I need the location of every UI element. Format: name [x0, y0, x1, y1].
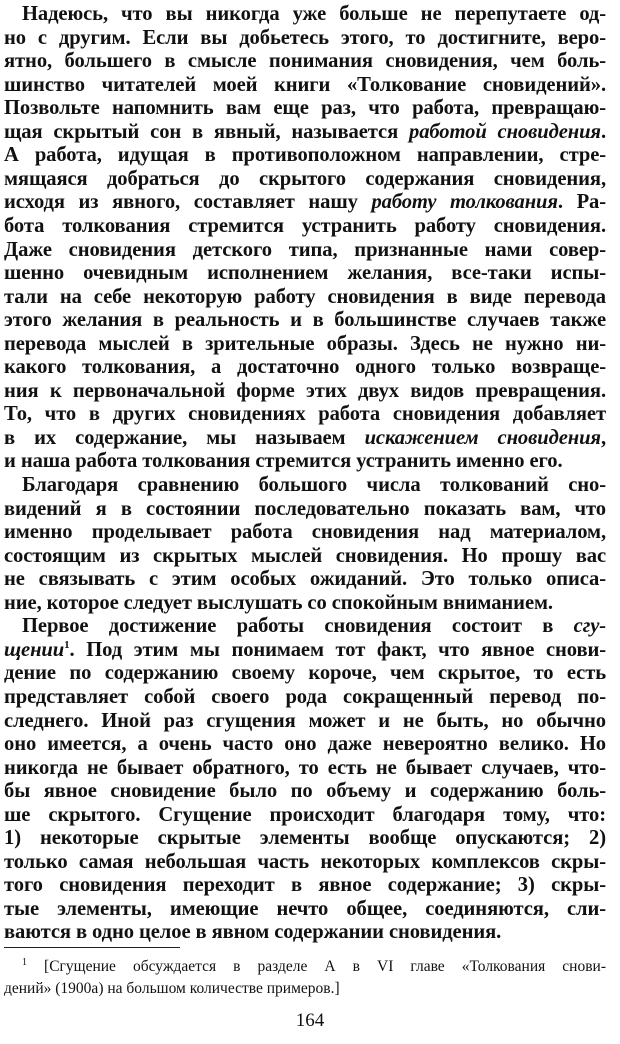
footnote-marker: 1: [22, 956, 27, 968]
footnote-divider: [4, 947, 180, 948]
text-line: ния к первоначальной форме этих двух видов превращения.: [4, 379, 606, 402]
italic-term: работу толкования: [371, 191, 558, 214]
footnote-reference: 1: [64, 638, 70, 651]
text-line: но с другим. Если вы добьетесь этого, то достигните, веро-: [4, 26, 606, 49]
text-line: не связывать с этим особых ожиданий. Это только описа-: [4, 568, 606, 591]
text-line: Благодаря сравнению большого числа толкований сно-: [22, 474, 606, 496]
text-line: именно проделывает работа сновидения над материалом,: [4, 521, 606, 544]
text-line: перевода мыслей в зрительные образы. Здесь не нужно ни-: [4, 332, 606, 355]
italic-term: сгу-: [573, 615, 606, 638]
page-number: 164: [295, 1010, 325, 1031]
text-line: только самая небольшая часть некоторых комплексов скры-: [4, 850, 606, 873]
text-line: какого толкования, а достаточно одного только возвраще-: [4, 356, 606, 379]
text-line: никогда не бывает обратного, то есть не бывает случаев, что-: [4, 756, 606, 779]
text-line: бота толкования стремится устранить работу сновидения.: [4, 214, 606, 237]
text-line: ние, которое следует выслушать со спокойным вниманием.: [4, 591, 553, 614]
text-line: тали на себе некоторую работу сновидения в виде перевода: [4, 285, 606, 308]
text-line: видений я в состоянии последовательно показать вам, что: [4, 497, 606, 520]
text-line: тые элементы, имеющие нечто общее, соединяются, сли-: [4, 897, 606, 920]
text-line: и наша работа толкования стремится устранить именно его.: [4, 450, 563, 473]
text-line: исходя из явного, составляет нашу работу толкования. Ра-: [4, 191, 607, 214]
italic-term: работой сновидения: [409, 120, 601, 143]
text-line: ятно, большего в смысле понимания сновидения, чем боль-: [4, 50, 606, 73]
italic-term: щении: [4, 638, 65, 661]
text-line: ше скрытого. Сгущение происходит благодаря тому, что:: [4, 803, 606, 826]
text-line: Первое достижение работы сновидения состоит в сгу-: [22, 615, 606, 638]
text-line: ваются в одно целое в явном содержании сновидения.: [4, 921, 502, 944]
italic-term: искажением сновидения: [364, 426, 601, 449]
text-line: мящаяся добраться до скрытого содержания сновидения,: [4, 167, 606, 190]
text-line: состоящим из скрытых мыслей сновидения. Но прошу вас: [4, 544, 606, 567]
text-line: этого желания в реальность и в большинстве случаев также: [4, 309, 606, 332]
text-line: щая скрытый сон в явный, называется работой сновидения.: [4, 120, 606, 143]
text-line: в их содержание, мы называем искажением сновидения,: [4, 426, 606, 449]
text-line: А работа, идущая в противоположном направлении, стре-: [4, 144, 606, 167]
text-line: Позвольте напомнить вам еще раз, что работа, превращаю-: [4, 97, 606, 120]
text-line: шинство читателей моей книги «Толкование сновидений».: [4, 73, 606, 96]
text-line: Надеюсь, что вы никогда уже больше не перепутаете од-: [22, 3, 606, 25]
text-line: следнего. Иной раз сгущения может и не быть, но обычно: [4, 709, 606, 732]
footnote-line-2: дений» (1900а) на большом количестве примеров.]: [4, 980, 340, 997]
footnote-text-1: [Сгущение обсуждается в разделе А в VI главе «Толкования снови-: [27, 958, 606, 975]
text-line: оно имеется, а очень часто оно даже невероятно велико. Но: [4, 733, 606, 756]
text-line: Даже сновидения детского типа, признанные нами совер-: [4, 238, 606, 261]
text-line: дение по содержанию своему короче, чем скрытое, то есть: [4, 662, 606, 685]
text-line: шенно очевидным исполнением желания, все-таки испы-: [4, 262, 606, 285]
text-line: представляет собой своего рода сокращенный перевод по-: [4, 685, 606, 708]
text-line: того сновидения переходит в явное содержание; 3) скры-: [4, 874, 606, 897]
text-line: То, что в других сновидениях работа сновидения добавляет: [4, 403, 606, 426]
text-line: щении$^1$. Под этим мы понимаем тот факт, что явное снови-: [4, 638, 606, 661]
footnote-line-1: [22, 956, 606, 977]
text-line: 1) некоторые скрытые элементы вообще опускаются; 2): [4, 827, 606, 850]
text-line: бы явное сновидение было по объему и содержанию боль-: [4, 780, 606, 803]
